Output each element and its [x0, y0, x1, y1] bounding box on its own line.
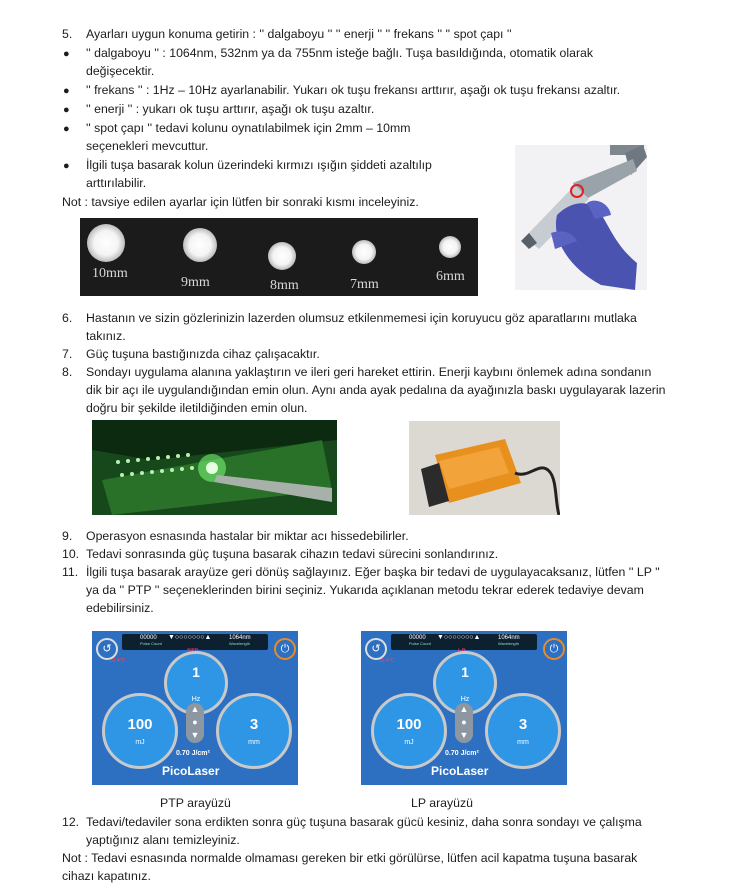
item-7-number: 7. [62, 347, 73, 361]
item-6-line2: takınız. [86, 329, 126, 343]
item-10-line1: Tedavi sonrasında güç tuşuna basarak cihazın tedavi sürecini sonlandırınız. [86, 547, 499, 561]
temperature: 32.4°C [110, 658, 126, 664]
pulse-counter: 00000 [140, 635, 157, 641]
energy-value: 100 [396, 716, 422, 733]
item-12-line1: Tedavi/tedaviler sona erdikten sonra güç tuşuna basarak gücü kesiniz, daha sonra sondayı ve çalışma [86, 815, 642, 829]
frequency-unit: Hz [191, 696, 201, 703]
item-8-line3: doğru bir şekilde iletildiğinden emin olun. [86, 401, 308, 415]
up-down-toggle[interactable]: ▲ ● ▼ [186, 703, 204, 743]
green-laser-photo [92, 420, 337, 515]
fluence-value: 0.70 J/cm² [176, 750, 210, 757]
wavelength-label: Wavelength [229, 641, 250, 646]
spot-size-dial[interactable] [216, 693, 292, 769]
wavelength-value: 1064nm [498, 635, 520, 641]
pulse-counter-label: Pulse Count [140, 641, 162, 646]
wavelength-value: 1064nm [229, 635, 251, 641]
energy-dial[interactable] [371, 693, 447, 769]
bullet-red-light-line2: arttırılabilir. [86, 176, 147, 190]
item-9-number: 9. [62, 529, 73, 543]
bullet-energy: '' enerji '' : yukarı ok tuşu arttırır, aşağı ok tuşu azaltır. [86, 102, 375, 116]
back-icon[interactable]: ↺ [365, 638, 387, 660]
power-icon[interactable]: ⏻ [543, 638, 565, 660]
bullet-spot-line1: '' spot çapı '' tedavi kolunu oynatılabilmek için 2mm – 10mm [86, 121, 411, 135]
energy-value: 100 [127, 716, 153, 733]
note-emergency-line1: Not : Tedavi esnasında normalde olmaması gereken bir etki görülürse, lütfen acil kapatma tuşuna basarak [62, 851, 638, 865]
item-8-number: 8. [62, 365, 73, 379]
item-9-line1: Operasyon esnasında hastalar bir miktar acı hissedebilirler. [86, 529, 409, 543]
frequency-value: 1 [461, 664, 469, 680]
item-10-number: 10. [62, 547, 80, 561]
spot-9mm [183, 228, 217, 262]
arrow-icons: ▼○○○○○○○▲ [437, 634, 481, 641]
brand-logo: PicoLaser [162, 764, 220, 778]
frequency-value: 1 [192, 664, 200, 680]
item-12-line2: yaptığınız alanı temizleyiniz. [86, 833, 240, 847]
wavelength-label: Wavelength [498, 641, 519, 646]
brand-logo: PicoLaser [431, 764, 489, 778]
spot-size-samples [80, 218, 478, 296]
energy-unit: mJ [404, 739, 414, 746]
item-8-line2: dik bir açı ile uygulandığından emin olun. Aynı anda ayak pedalına da ayağınızla baskı uygulayarak lazerin [86, 383, 666, 397]
item-5-number: 5. [62, 27, 73, 41]
item-11-line1: İlgili tuşa basarak arayüze geri dönüş sağlayınız. Eğer başka bir tedavi de uygulayacaksanız, lütfen '' LP '' [86, 565, 660, 579]
lp-interface-panel [361, 631, 567, 785]
item-12-number: 12. [62, 815, 80, 829]
bullet-red-light-line1: İlgili tuşa basarak kolun üzerindeki kırmızı ışığın şiddeti azaltılıp [86, 158, 432, 172]
spot-size-value: 3 [518, 716, 528, 733]
bullet-wavelength-line2: değişecektir. [86, 64, 155, 78]
bullet-icon: ● [63, 123, 70, 135]
arrow-icons: ▼○○○○○○○▲ [168, 634, 212, 641]
spot-size-dial[interactable] [485, 693, 561, 769]
pulse-counter-label: Pulse Count [409, 641, 431, 646]
fluence-value: 0.70 J/cm² [445, 750, 479, 757]
spot-10mm [87, 224, 125, 262]
energy-unit: mJ [135, 739, 145, 746]
item-5-text: Ayarları uygun konuma getirin : '' dalgaboyu '' '' enerji '' '' frekans '' '' spot çapı '' [86, 27, 512, 41]
item-7-line1: Güç tuşuna bastığınızda cihaz çalışacaktır. [86, 347, 320, 361]
item-11-number: 11. [62, 565, 79, 579]
item-8-line1: Sondayı uygulama alanına yaklaştırın ve ileri geri hareket ettirin. Enerji kaybını önlemek adına sondanın [86, 365, 652, 379]
back-icon[interactable]: ↺ [96, 638, 118, 660]
handpiece-photo [515, 145, 647, 290]
frequency-unit: Hz [460, 696, 470, 703]
item-11-line2: ya da '' PTP '' seçeneklerinden birini seçiniz. Yukarıda açıklanan metodu tekrar ederek tedaviye devam [86, 583, 644, 597]
item-6-line1: Hastanın ve sizin gözlerinizin lazerden olumsuz etkilenmemesi için koruyucu göz aparatlarını mutlaka [86, 311, 637, 325]
ptp-interface-panel [92, 631, 298, 785]
spot-7mm [352, 240, 376, 264]
caption-ptp: PTP arayüzü [160, 796, 231, 810]
temperature: 32.4°C [379, 658, 395, 664]
spot-8mm [268, 242, 296, 270]
foot-pedal-photo [409, 421, 560, 515]
spot-label-10mm: 10mm [92, 266, 128, 281]
energy-dial[interactable] [102, 693, 178, 769]
caption-lp: LP arayüzü [411, 796, 473, 810]
item-11-line3: edebilirsiniz. [86, 601, 154, 615]
bullet-spot-line2: seçenekleri mevcuttur. [86, 139, 209, 153]
spot-6mm [439, 236, 461, 258]
item-6-number: 6. [62, 311, 73, 325]
spot-size-value: 3 [249, 716, 259, 733]
bullet-icon: ● [63, 48, 70, 60]
bullet-icon: ● [63, 160, 70, 172]
bullet-icon: ● [63, 85, 70, 97]
spot-size-unit: mm [517, 739, 529, 746]
bullet-frequency: '' frekans '' : 1Hz – 10Hz ayarlanabilir. Yukarı ok tuşu frekansı arttırır, aşağı ok tuşu frekansı azaltır. [86, 83, 621, 97]
note-emergency-line2: cihazı kapatınız. [62, 869, 151, 883]
bullet-wavelength-line1: '' dalgaboyu '' : 1064nm, 532nm ya da 755nm isteğe bağlı. Tuşa basıldığında, otomatik olarak [86, 46, 594, 60]
spot-label-8mm: 8mm [270, 278, 299, 293]
spot-size-unit: mm [248, 739, 260, 746]
spot-label-9mm: 9mm [181, 275, 210, 290]
spot-label-7mm: 7mm [350, 277, 379, 292]
note-recommended-settings: Not : tavsiye edilen ayarlar için lütfen bir sonraki kısmı inceleyiniz. [62, 195, 419, 209]
power-icon[interactable]: ⏻ [274, 638, 296, 660]
spot-label-6mm: 6mm [436, 269, 465, 284]
pulse-counter: 00000 [409, 635, 426, 641]
bullet-icon: ● [63, 104, 70, 116]
up-down-toggle[interactable]: ▲ ● ▼ [455, 703, 473, 743]
